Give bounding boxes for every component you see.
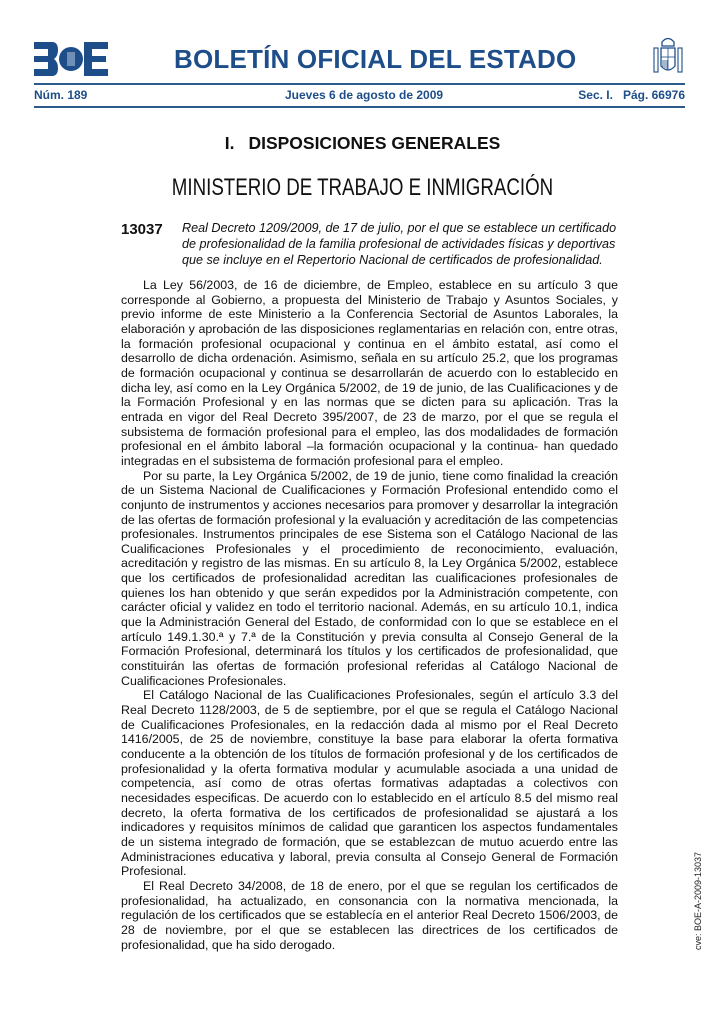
publication-title: BOLETÍN OFICIAL DEL ESTADO (174, 44, 577, 74)
section-heading (0, 133, 725, 154)
paragraph: El Real Decreto 34/2008, de 18 de enero, por el que se regulan los certificados de profesionalidad, ha actualizado, en consonancia con la normativa mencionada, la regulación de los certificados que se establecía en el anterior Real Decreto 1506/2003, de 28 de noviembre, por el que se establecen las directrices de los certificados de profesionalidad, que ha sido derogado. (121, 878, 618, 952)
page-header (34, 36, 684, 86)
ministry-heading: MINISTERIO DE TRABAJO E INMIGRACIÓN (171, 174, 554, 201)
cve-identifier: cve: BOE-A-2009-13037 (693, 851, 703, 950)
boe-logo-icon (34, 42, 108, 76)
section-number: I. (224, 133, 235, 153)
header-rule-bottom (34, 106, 685, 108)
decree-number: 13037 (121, 221, 163, 238)
header-rule-top (34, 83, 685, 85)
paragraph: El Catálogo Nacional de las Cualificaciones Profesionales, según el artículo 3.3 del Real Decreto 1128/2003, de 5 de septiembre, por el que se regula el Catálogo Nacional de Cualificaciones Profesionales, en la redacción dada al mismo por el Real Decreto 1416/2005, de 25 de noviembre, constituye la base para elaborar la oferta formativa conducente a la obtención de los títulos de formación profesional y de los certificados de profesionalidad y la oferta formativa modular y acumulable asociada a una unidad de competencia, así como de otras ofertas formativas adaptadas a colectivos con necesidades especificas. De acuerdo con lo establecido en el artículo 8.5 del mismo real decreto, la oferta formativa de los certificados de profesionalidad se ajustará a los indicadores y requisitos mínimos de calidad que garanticen los aspectos fundamentales de un sistema integrado de formación, que se establezcan de mutuo acuerdo entre las Administraciones educativa y laboral, previa consulta al Consejo General de Formación Profesional. (121, 688, 618, 879)
coat-of-arms-icon (652, 36, 684, 78)
issue-number: Núm. 189 (34, 88, 88, 102)
decree-title: Real Decreto 1209/2009, de 17 de julio, por el que se establece un certificado de profesionalidad de la familia profesional de actividades físicas y deportivas que se incluye en el Repertorio Nacional de certificados de profesionalidad. (182, 221, 617, 267)
section-title: DISPOSICIONES GENERALES (248, 133, 501, 153)
document-body (121, 278, 618, 952)
paragraph: La Ley 56/2003, de 16 de diciembre, de Empleo, establece en su artículo 3 que corresponde al Gobierno, a propuesta del Ministerio de Trabajo y Asuntos Sociales, y previo informe de este Ministerio a la Conferencia Sectorial de Asuntos Laborales, la elaboración y aprobación de las disposiciones reglamentarias en relación con, entre otras, la formación profesional ocupacional y continua en el ámbito estatal, así como el desarrollo de dicha ordenación. Asimismo, señala en su artículo 25.2, que los programas de formación ocupacional y continua se desarrollarán de acuerdo con lo establecido en dicha ley, así como en la Ley Orgánica 5/2002, de 19 de junio, de las Cualificaciones y de la Formación Profesional y en las normas que se dicten para su aplicación. Tras la entrada en vigor del Real Decreto 395/2007, de 23 de marzo, por el que se regula el subsistema de formación profesional para el empleo, las dos modalidades de formación profesional en el ámbito laboral –la formación ocupacional y la continua- han quedado integradas en el subsistema de formación profesional para el empleo. (121, 278, 618, 468)
paragraph: Por su parte, la Ley Orgánica 5/2002, de 19 de junio, tiene como finalidad la creación de un Sistema Nacional de Cualificaciones y Formación Profesional entendido como el conjunto de instrumentos y acciones necesarios para promover y desarrollar la integración de las ofertas de formación profesional y la evaluación y acreditación de las competencias profesionales. Instrumentos principales de ese Sistema son el Catálogo Nacional de las Cualificaciones Profesionales y el procedimiento de reconocimiento, evaluación, acreditación y registro de las mismas. En su artículo 8, la Ley Orgánica 5/2002, establece que los certificados de profesionalidad acreditan las cualificaciones profesionales de quienes los han obtenido y que serán expedidos por la Administración competente, con carácter oficial y validez en todo el territorio nacional. Además, en su artículo 10.1, indica que la Administración General del Estado, de conformidad con lo que se establece en el artículo 149.1.30.ª y 7.ª de la Constitución y previa consulta al Consejo General de la Formación Profesional, determinará los títulos y los certificados de profesionalidad, que constituirán las ofertas de formación profesional referidas al Catálogo Nacional de Cualificaciones Profesionales. (121, 468, 618, 688)
issue-date: Jueves 6 de agosto de 2009 (285, 88, 444, 102)
section-page: Sec. I. Pág. 66976 (578, 88, 685, 102)
